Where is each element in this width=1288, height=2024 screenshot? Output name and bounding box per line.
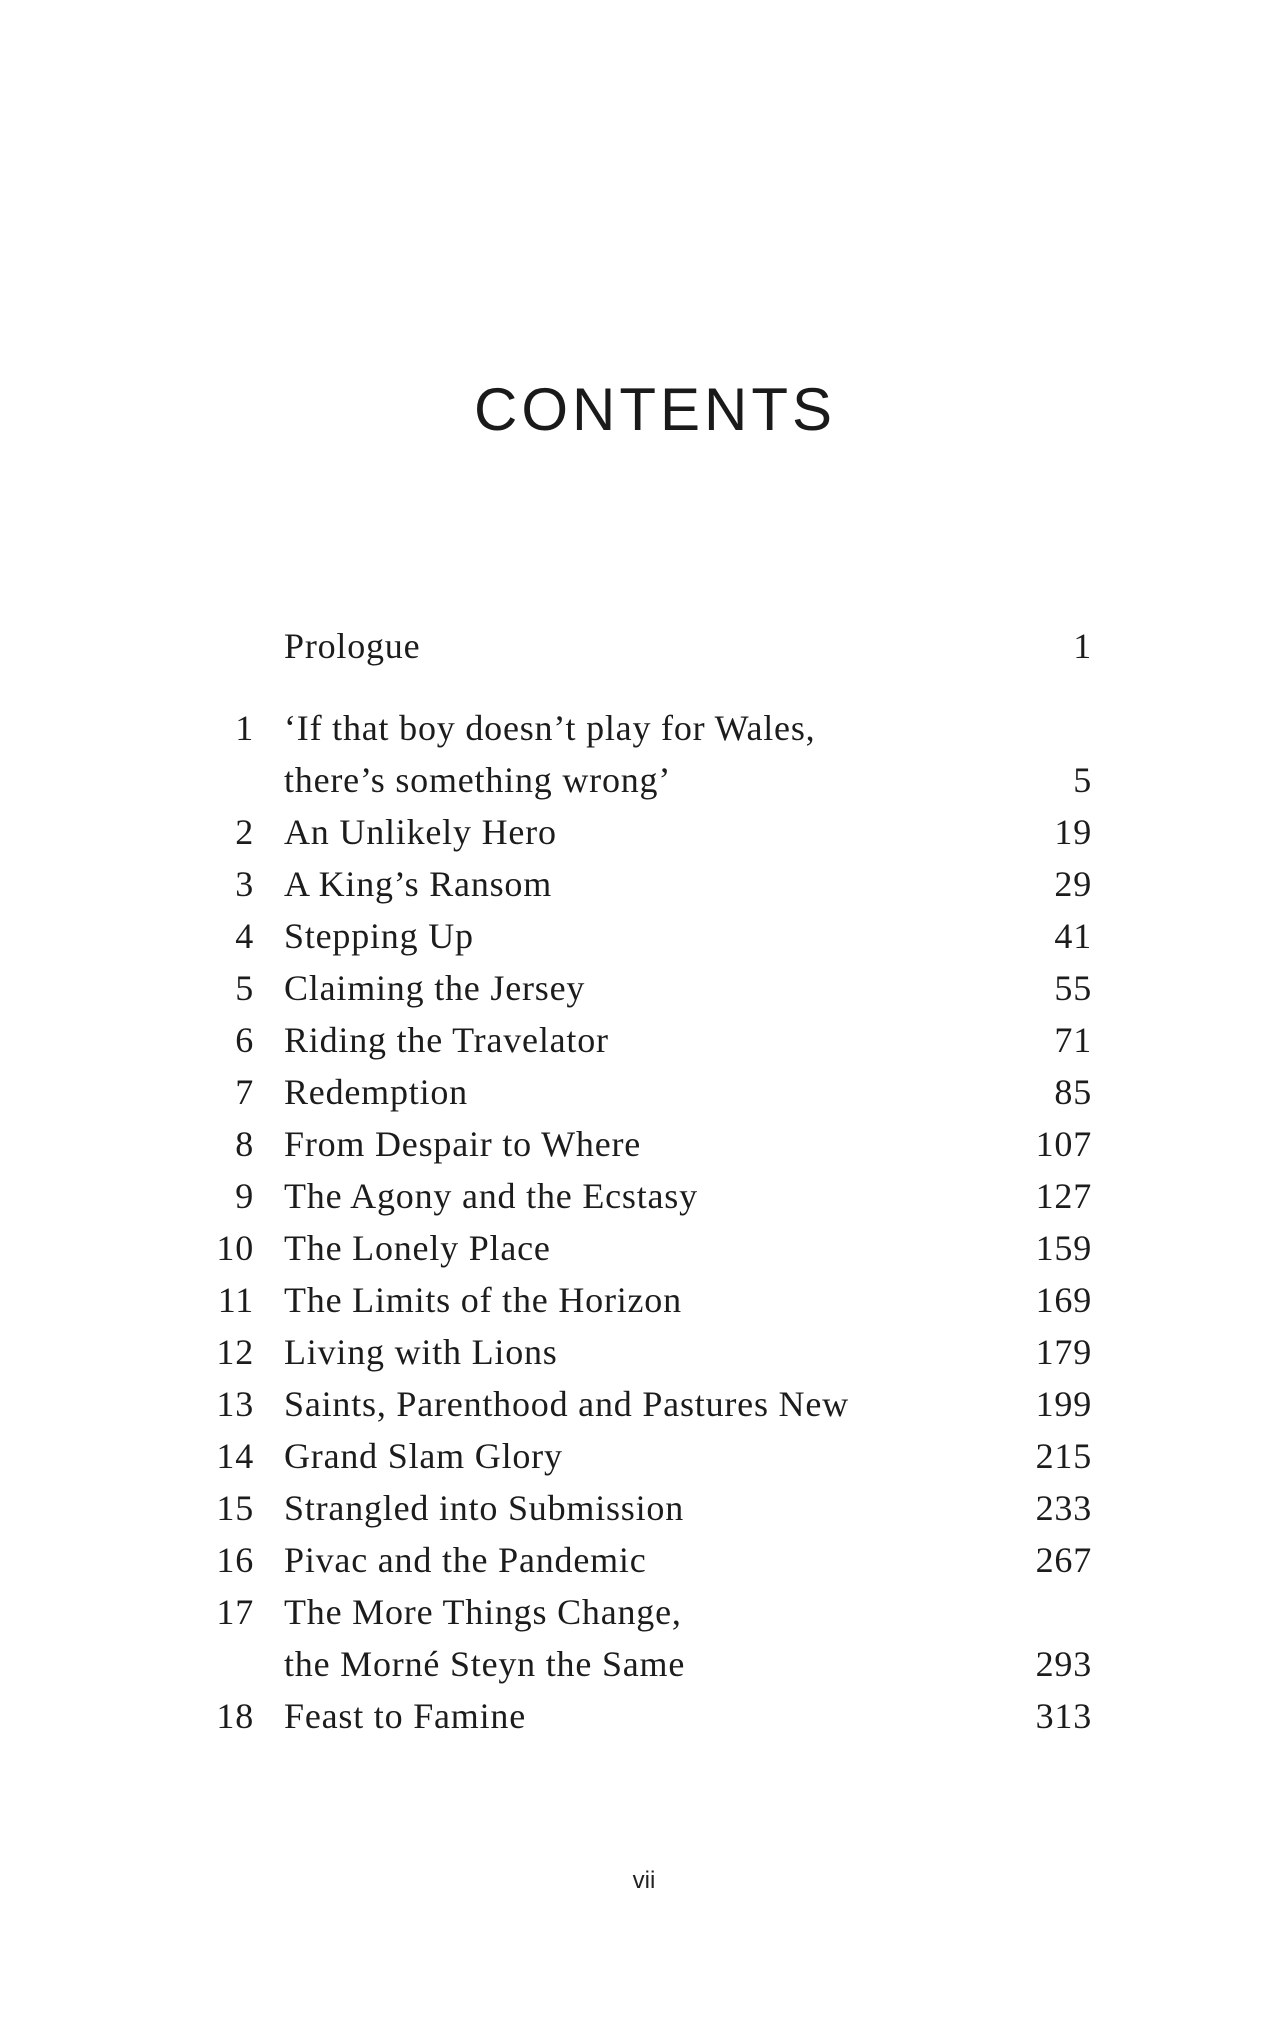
toc-entry-number: 17 bbox=[216, 1592, 254, 1632]
toc-entry-number: 4 bbox=[235, 916, 254, 956]
toc-entry-title: A King’s Ransom bbox=[284, 864, 553, 904]
toc-entry-title-continued: there’s something wrong’ bbox=[284, 760, 672, 800]
toc-entry-page: 107 bbox=[1035, 1124, 1092, 1164]
toc-entry-page: 215 bbox=[1035, 1436, 1092, 1476]
toc-entry-page: 85 bbox=[1054, 1072, 1092, 1112]
toc-entry-page: 127 bbox=[1035, 1176, 1092, 1216]
toc-entry-number: 10 bbox=[216, 1228, 254, 1268]
toc-entry-page: 179 bbox=[1035, 1332, 1092, 1372]
toc-entry-chapter-2 bbox=[0, 806, 1288, 858]
toc-entry-page: 19 bbox=[1054, 812, 1092, 852]
toc-entry-chapter-4 bbox=[0, 910, 1288, 962]
toc-entry-chapter-6 bbox=[0, 1014, 1288, 1066]
toc-entry-chapter-15 bbox=[0, 1482, 1288, 1534]
toc-entry-number: 18 bbox=[216, 1696, 254, 1736]
toc-entry-chapter-3 bbox=[0, 858, 1288, 910]
toc-entry-number: 5 bbox=[235, 968, 254, 1008]
toc-entry-prologue bbox=[0, 620, 1288, 672]
toc-entry-number: 16 bbox=[216, 1540, 254, 1580]
page-title: CONTENTS bbox=[474, 376, 836, 443]
toc-entry-page: 41 bbox=[1054, 916, 1092, 956]
toc-entry-page: 199 bbox=[1035, 1384, 1092, 1424]
toc-entry-page: 169 bbox=[1035, 1280, 1092, 1320]
toc-entry-page: 29 bbox=[1054, 864, 1092, 904]
toc-entry-chapter-17-continued bbox=[0, 1638, 1288, 1690]
toc-entry-chapter-13 bbox=[0, 1378, 1288, 1430]
toc-entry-title: Grand Slam Glory bbox=[284, 1436, 563, 1476]
toc-entry-number: 6 bbox=[235, 1020, 254, 1060]
toc-entry-title: From Despair to Where bbox=[284, 1124, 642, 1164]
toc-entry-title: The Agony and the Ecstasy bbox=[284, 1176, 698, 1216]
toc-entry-title: The More Things Change, bbox=[284, 1592, 682, 1632]
toc-entry-title: Saints, Parenthood and Pastures New bbox=[284, 1384, 849, 1424]
toc-entry-chapter-12 bbox=[0, 1326, 1288, 1378]
toc-entry-number: 8 bbox=[235, 1124, 254, 1164]
toc-entry-title: Prologue bbox=[284, 626, 421, 666]
toc-entry-page: 313 bbox=[1035, 1696, 1092, 1736]
toc-entry-page: 55 bbox=[1054, 968, 1092, 1008]
toc-entry-page: 5 bbox=[1073, 760, 1092, 800]
toc-entry-chapter-11 bbox=[0, 1274, 1288, 1326]
toc-entry-number: 9 bbox=[235, 1176, 254, 1216]
toc-entry-number: 15 bbox=[216, 1488, 254, 1528]
toc-entry-title: Strangled into Submission bbox=[284, 1488, 685, 1528]
toc-entry-page: 267 bbox=[1035, 1540, 1092, 1580]
toc-entry-number: 1 bbox=[235, 708, 254, 748]
toc-entry-chapter-1 bbox=[0, 702, 1288, 754]
toc-entry-page: 293 bbox=[1035, 1644, 1092, 1684]
toc-entry-title: Claiming the Jersey bbox=[284, 968, 586, 1008]
toc-entry-title: ‘If that boy doesn’t play for Wales, bbox=[284, 708, 816, 748]
toc-entry-number: 14 bbox=[216, 1436, 254, 1476]
toc-entry-title: Pivac and the Pandemic bbox=[284, 1540, 647, 1580]
toc-entry-title: Stepping Up bbox=[284, 916, 474, 956]
toc-entry-title: Feast to Famine bbox=[284, 1696, 526, 1736]
toc-entry-title: The Lonely Place bbox=[284, 1228, 551, 1268]
toc-entry-chapter-14 bbox=[0, 1430, 1288, 1482]
toc-entry-number: 13 bbox=[216, 1384, 254, 1424]
toc-entry-chapter-16 bbox=[0, 1534, 1288, 1586]
toc-entry-chapter-9 bbox=[0, 1170, 1288, 1222]
toc-entry-chapter-8 bbox=[0, 1118, 1288, 1170]
toc-entry-title: Riding the Travelator bbox=[284, 1020, 609, 1060]
toc-entry-title-continued: the Morné Steyn the Same bbox=[284, 1644, 686, 1684]
page-number: vii bbox=[632, 1867, 656, 1894]
toc-entry-number: 12 bbox=[216, 1332, 254, 1372]
toc-entry-title: An Unlikely Hero bbox=[284, 812, 557, 852]
toc-entry-number: 11 bbox=[217, 1280, 254, 1320]
toc-entry-page: 233 bbox=[1035, 1488, 1092, 1528]
toc-entry-page: 71 bbox=[1054, 1020, 1092, 1060]
toc-entry-chapter-10 bbox=[0, 1222, 1288, 1274]
toc-entry-number: 7 bbox=[235, 1072, 254, 1112]
toc-entry-number: 3 bbox=[235, 864, 254, 904]
toc-entry-chapter-18 bbox=[0, 1690, 1288, 1742]
toc-entry-title: Redemption bbox=[284, 1072, 468, 1112]
toc-entry-number: 2 bbox=[235, 812, 254, 852]
toc-entry-chapter-17 bbox=[0, 1586, 1288, 1638]
toc-entry-chapter-1-continued bbox=[0, 754, 1288, 806]
toc-entry-chapter-5 bbox=[0, 962, 1288, 1014]
toc-entry-chapter-7 bbox=[0, 1066, 1288, 1118]
toc-entry-page: 159 bbox=[1035, 1228, 1092, 1268]
toc-entry-page: 1 bbox=[1073, 626, 1092, 666]
toc-entry-title: The Limits of the Horizon bbox=[284, 1280, 682, 1320]
toc-entry-title: Living with Lions bbox=[284, 1332, 558, 1372]
